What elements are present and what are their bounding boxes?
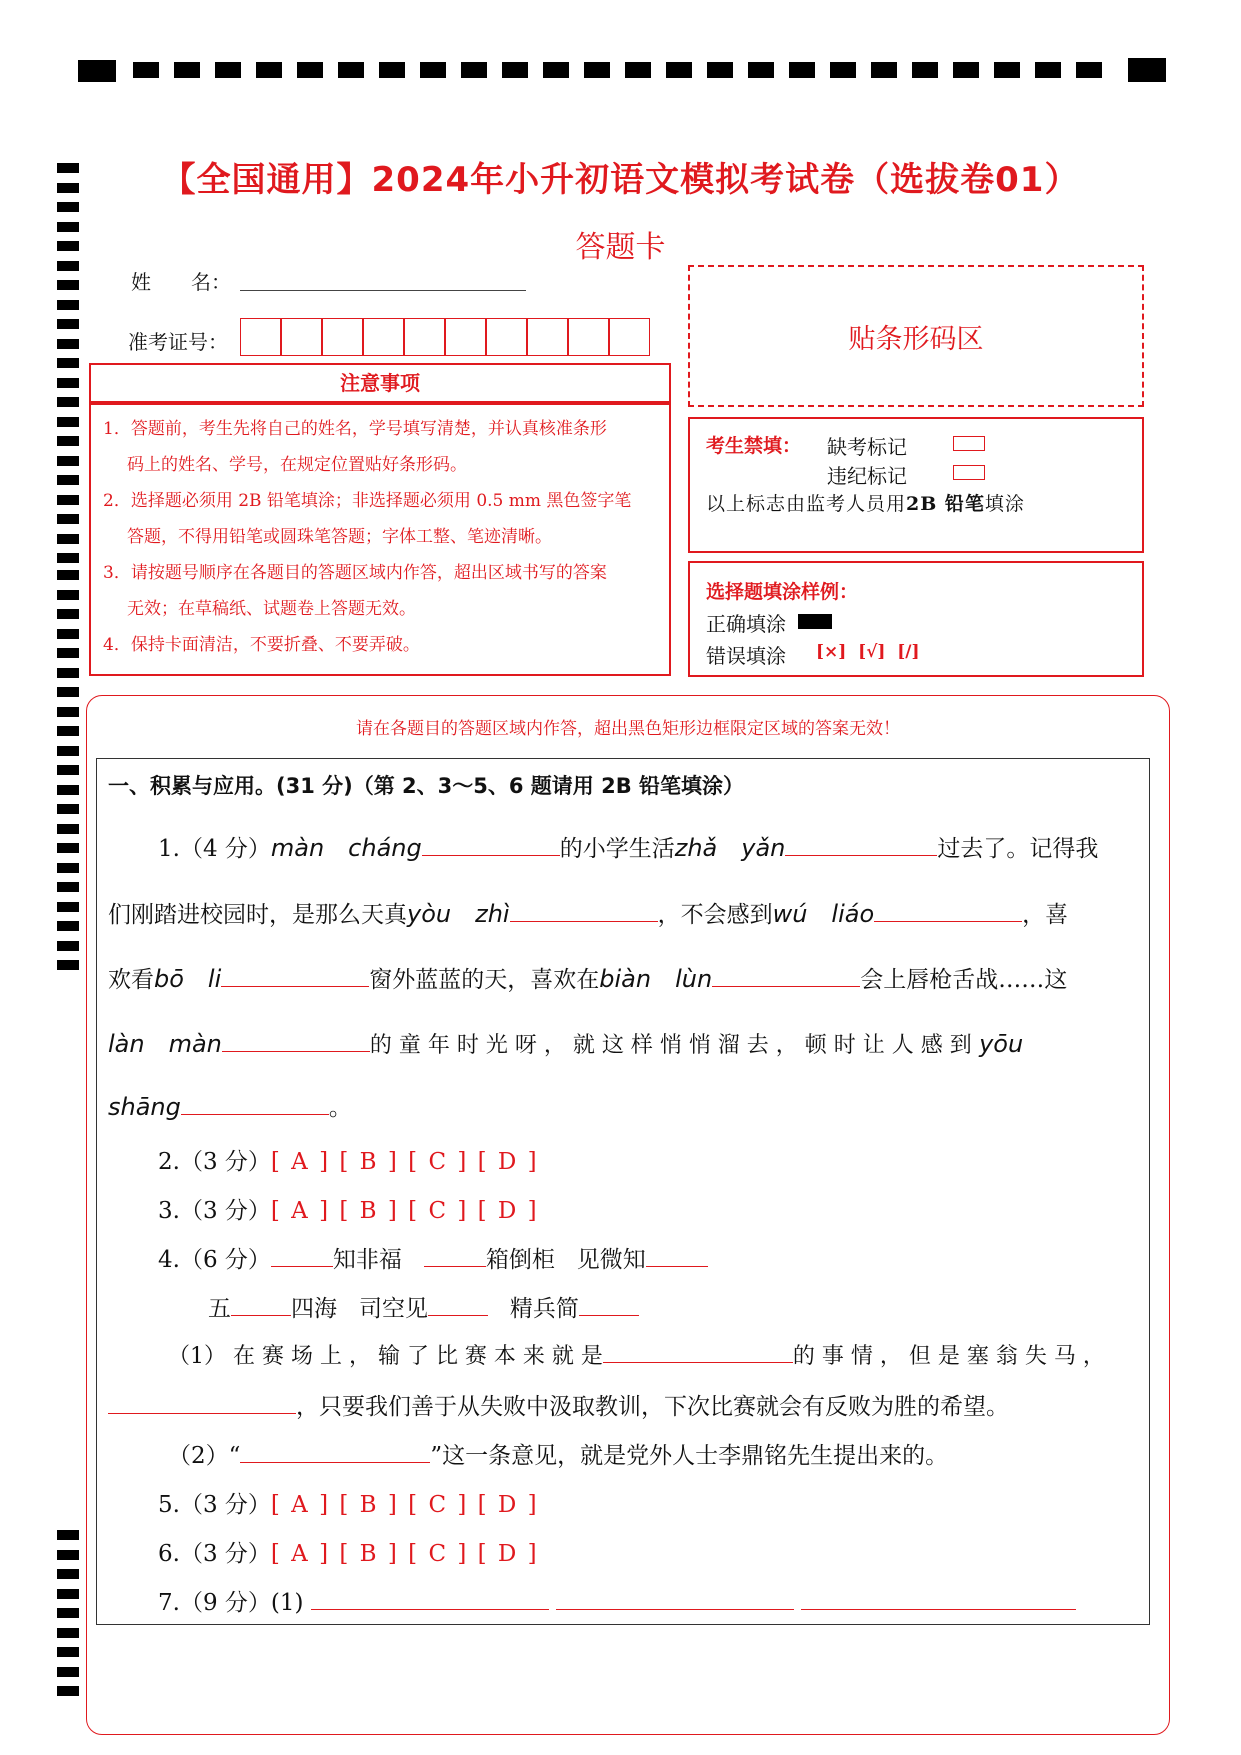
answer-area-warning: 请在各题目的答题区域内作答，超出黑色矩形边框限定区域的答案无效！ [356, 719, 900, 739]
id-label: 准考证号： [128, 330, 228, 354]
timing-mark [57, 495, 79, 505]
timing-mark [57, 707, 79, 717]
question-1-line-5: shāng 。 [108, 1093, 352, 1121]
name-field[interactable] [240, 290, 526, 291]
timing-mark [57, 202, 79, 212]
violation-label: 违纪标记 [827, 464, 907, 488]
timing-mark [57, 1667, 79, 1677]
wrong-fill-samples: [×] [√] [/] [816, 642, 920, 662]
timing-mark [57, 668, 79, 678]
notes-title: 注意事项 [340, 371, 420, 395]
timing-mark [57, 785, 79, 795]
examinee-forbid-box [688, 417, 1144, 553]
timing-mark [57, 358, 79, 368]
question-4-sentence-1-cont: ，只要我们善于从失败中汲取教训，下次比赛就会有反败为胜的希望。 [108, 1388, 1009, 1421]
timing-mark [57, 319, 79, 329]
timing-mark [57, 843, 79, 853]
fill-sample-box [688, 561, 1144, 677]
question-5[interactable]: 5.（3 分）[ A ] [ B ] [ C ] [ D ] [158, 1492, 539, 1518]
absent-label: 缺考标记 [827, 435, 907, 459]
timing-mark [57, 1569, 79, 1579]
answer-card-label: 答题卡 [575, 230, 666, 265]
notes-title-box [89, 363, 671, 403]
note-line: 无效；在草稿纸、试题卷上答题无效。 [127, 599, 416, 619]
question-1-line-3: 欢看bō li 窗外蓝蓝的天，喜欢在biàn lùn 会上唇枪舌战……这 [108, 965, 1068, 993]
timing-mark [57, 609, 79, 619]
name-label: 姓 名： [131, 270, 231, 294]
timing-mark [57, 726, 79, 736]
timing-mark [57, 280, 79, 290]
timing-mark [57, 746, 79, 756]
timing-mark [57, 475, 79, 485]
timing-mark [57, 570, 79, 580]
forbid-title: 考生禁填： [706, 435, 802, 457]
timing-mark [57, 687, 79, 697]
question-4-line-1: 4.（6 分） 知非福 箱倒柜 见微知 [158, 1241, 708, 1274]
timing-mark [57, 534, 79, 544]
timing-mark [57, 960, 79, 970]
question-4-sentence-1: （1） 在 赛 场 上 ， 输 了 比 赛 本 来 就 是 的 事 情 ， 但 是 塞 翁 失 马 ， [168, 1344, 1105, 1369]
timing-mark [57, 863, 79, 873]
notes-box [89, 403, 671, 676]
timing-mark [57, 921, 79, 931]
timing-mark [57, 1628, 79, 1638]
timing-mark [57, 339, 79, 349]
note-line: 2．选择题必须用 2B 铅笔填涂；非选择题必须用 0.5 mm 黑色签字笔 [103, 491, 632, 511]
question-3[interactable]: 3.（3 分）[ A ] [ B ] [ C ] [ D ] [158, 1198, 539, 1224]
question-4-sentence-2: （2）“ ”这一条意见，就是党外人士李鼎铭先生提出来的。 [168, 1443, 949, 1469]
timing-mark [57, 765, 79, 775]
timing-mark [57, 882, 79, 892]
timing-mark [57, 1608, 79, 1618]
timing-mark [57, 514, 79, 524]
timing-mark [57, 456, 79, 466]
timing-mark [57, 629, 79, 639]
question-6[interactable]: 6.（3 分）[ A ] [ B ] [ C ] [ D ] [158, 1541, 539, 1567]
timing-mark [57, 1530, 79, 1540]
timing-mark [57, 553, 79, 563]
timing-mark [57, 417, 79, 427]
question-1-line-1: 1.（4 分）màn cháng 的小学生活zhǎ yǎn 过去了。记得我 [158, 834, 1099, 862]
timing-mark [57, 804, 79, 814]
forbid-note: 以上标志由监考人员用2B 铅笔填涂 [706, 493, 1025, 515]
note-line: 答题，不得用铅笔或圆珠笔答题；字体工整、笔迹清晰。 [127, 527, 552, 547]
question-1-line-2: 们刚踏进校园时，是那么天真yòu zhì ，不会感到wú liáo ，喜 [108, 900, 1069, 928]
timing-mark [57, 1550, 79, 1560]
question-4-line-2: 五 四海 司空见 精兵简 [208, 1290, 639, 1323]
note-line: 4．保持卡面清洁，不要折叠、不要弄破。 [103, 635, 420, 655]
sample-title: 选择题填涂样例： [706, 581, 859, 603]
timing-mark [57, 1647, 79, 1657]
correct-fill-label: 正确填涂 [706, 612, 786, 636]
timing-mark [57, 300, 79, 310]
correct-fill-sample [798, 614, 832, 629]
timing-mark [57, 648, 79, 658]
note-line: 1．答题前，考生先将自己的姓名，学号填写清楚，并认真核准条形 [103, 419, 607, 439]
violation-mark-box[interactable] [953, 465, 985, 480]
question-1-line-4: làn màn 的 童 年 时 光 呀 ， 就 这 样 悄 悄 溜 去 ， 顿 时 让 人 感 到 yōu [108, 1030, 1024, 1058]
timing-mark [57, 1686, 79, 1696]
note-line: 3．请按题号顺序在各题目的答题区域内作答，超出区域书写的答案 [103, 563, 607, 583]
section-title: 一、积累与应用。(31 分)（第 2、3～5、6 题请用 2B 铅笔填涂） [108, 774, 745, 798]
question-2[interactable]: 2.（3 分）[ A ] [ B ] [ C ] [ D ] [158, 1149, 539, 1175]
timing-mark [57, 397, 79, 407]
timing-mark [57, 941, 79, 951]
page-title: 【全国通用】2024年小升初语文模拟考试卷（选拔卷01） [161, 160, 1080, 200]
timing-mark [57, 590, 79, 600]
timing-mark [57, 378, 79, 388]
absent-mark-box[interactable] [953, 436, 985, 451]
timing-mark [57, 902, 79, 912]
timing-mark [57, 1589, 79, 1599]
timing-mark [57, 824, 79, 834]
barcode-area [688, 265, 1144, 407]
note-line: 码上的姓名、学号，在规定位置贴好条形码。 [127, 455, 467, 475]
question-7: 7.（9 分）(1) [158, 1584, 1076, 1617]
timing-mark [57, 436, 79, 446]
barcode-label: 贴条形码区 [848, 324, 984, 355]
wrong-fill-label: 错误填涂 [706, 644, 786, 668]
